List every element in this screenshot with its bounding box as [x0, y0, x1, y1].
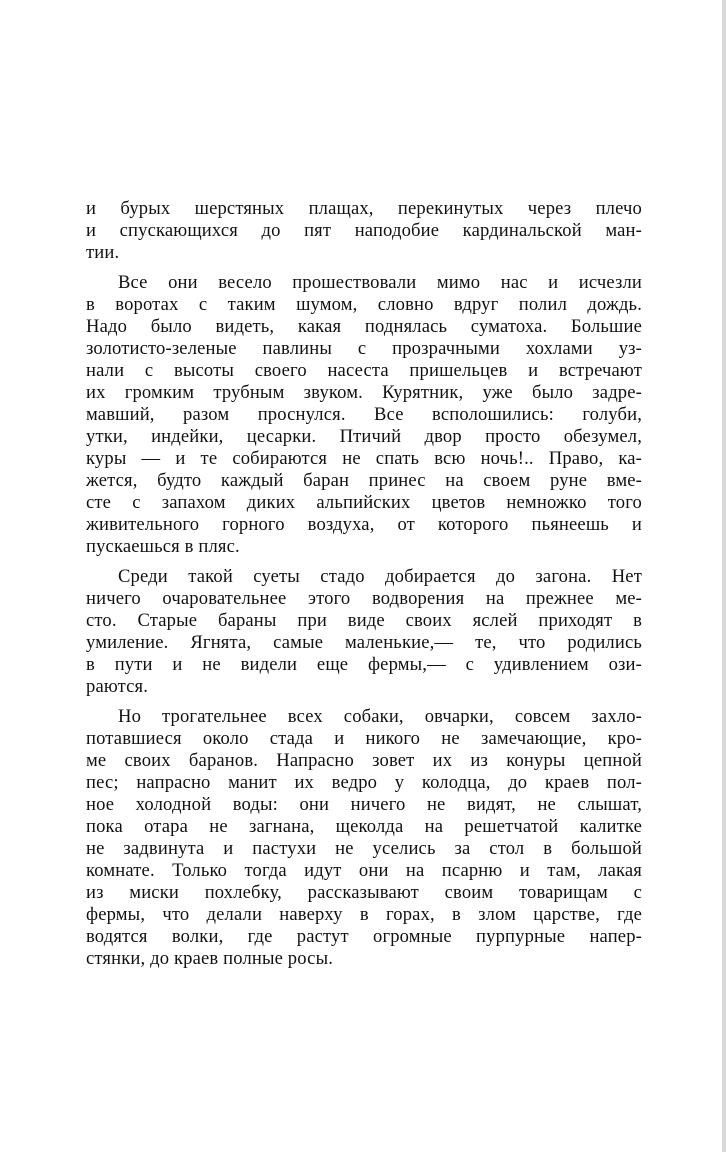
text-line: и спускающихся до пят наподобие кардинальской ман-	[86, 220, 642, 241]
text-line: мавший, разом проснулся. Все всполошились: голуби,	[86, 404, 642, 425]
text-line: стянки, до краев полные росы.	[86, 948, 334, 969]
text-line: и бурых шерстяных плащах, перекинутых через плечо	[86, 198, 642, 219]
text-line: фермы, что делали наверху в горах, в злом царстве, где	[86, 904, 642, 925]
text-line: в воротах с таким шумом, словно вдруг полил дождь.	[86, 294, 642, 315]
text-line: пока отара не загнана, щеколда на решетчатой калитке	[86, 816, 642, 837]
paragraph-3	[86, 566, 642, 698]
paragraph-2	[86, 272, 642, 558]
text-line: Все они весело прошествовали мимо нас и исчезли	[118, 272, 642, 293]
text-line: ное холодной воды: они ничего не видят, не слышат,	[86, 794, 642, 815]
text-line: раются.	[86, 676, 149, 697]
text-line: ничего очаровательнее этого водворения на прежнее ме-	[86, 588, 642, 609]
text-line: умиление. Ягнята, самые маленькие,— те, что родились	[86, 632, 642, 653]
text-line: нали с высоты своего насеста пришельцев и встречают	[86, 360, 642, 381]
text-line: пес; напрасно манит их ведро у колодца, до краев пол-	[86, 772, 642, 793]
text-line: Но трогательнее всех собаки, овчарки, совсем захло-	[118, 706, 642, 727]
text-line: жется, будто каждый баран принес на своем руне вме-	[86, 470, 642, 491]
text-line: утки, индейки, цесарки. Птичий двор просто обезумел,	[86, 426, 642, 447]
text-line: не задвинута и пастухи не уселись за стол в большой	[86, 838, 642, 859]
text-line: комнате. Только тогда идут они на псарню и там, лакая	[86, 860, 642, 881]
text-line: живительного горного воздуха, от которого пьянеешь и	[86, 514, 642, 535]
text-line: ме своих баранов. Напрасно зовет их из конуры цепной	[86, 750, 642, 771]
text-line: водятся волки, где растут огромные пурпурные напер-	[86, 926, 642, 947]
paragraph-1	[86, 198, 642, 264]
text-line: пускаешься в пляс.	[86, 536, 240, 557]
text-block	[86, 198, 642, 970]
text-line: Среди такой суеты стадо добирается до загона. Нет	[118, 566, 642, 587]
text-line: куры — и те собираются не спать всю ночь!.. Право, ка-	[86, 448, 642, 469]
text-line: в пути и не видели еще фермы,— с удивлением ози-	[86, 654, 642, 675]
text-line: Надо было видеть, какая поднялась суматоха. Большие	[86, 316, 642, 337]
text-line: потавшиеся около стада и никого не замечающие, кро-	[86, 728, 642, 749]
page-edge	[722, 0, 726, 1152]
text-line: сте с запахом диких альпийских цветов немножко того	[86, 492, 642, 513]
paragraph-4	[86, 706, 642, 970]
text-line: золотисто-зеленые павлины с прозрачными хохлами уз-	[86, 338, 642, 359]
text-line: их громким трубным звуком. Курятник, уже было задре-	[86, 382, 642, 403]
text-line: тии.	[86, 242, 120, 263]
text-line: сто. Старые бараны при виде своих яслей приходят в	[86, 610, 642, 631]
text-line: из миски похлебку, рассказывают своим товарищам с	[86, 882, 642, 903]
